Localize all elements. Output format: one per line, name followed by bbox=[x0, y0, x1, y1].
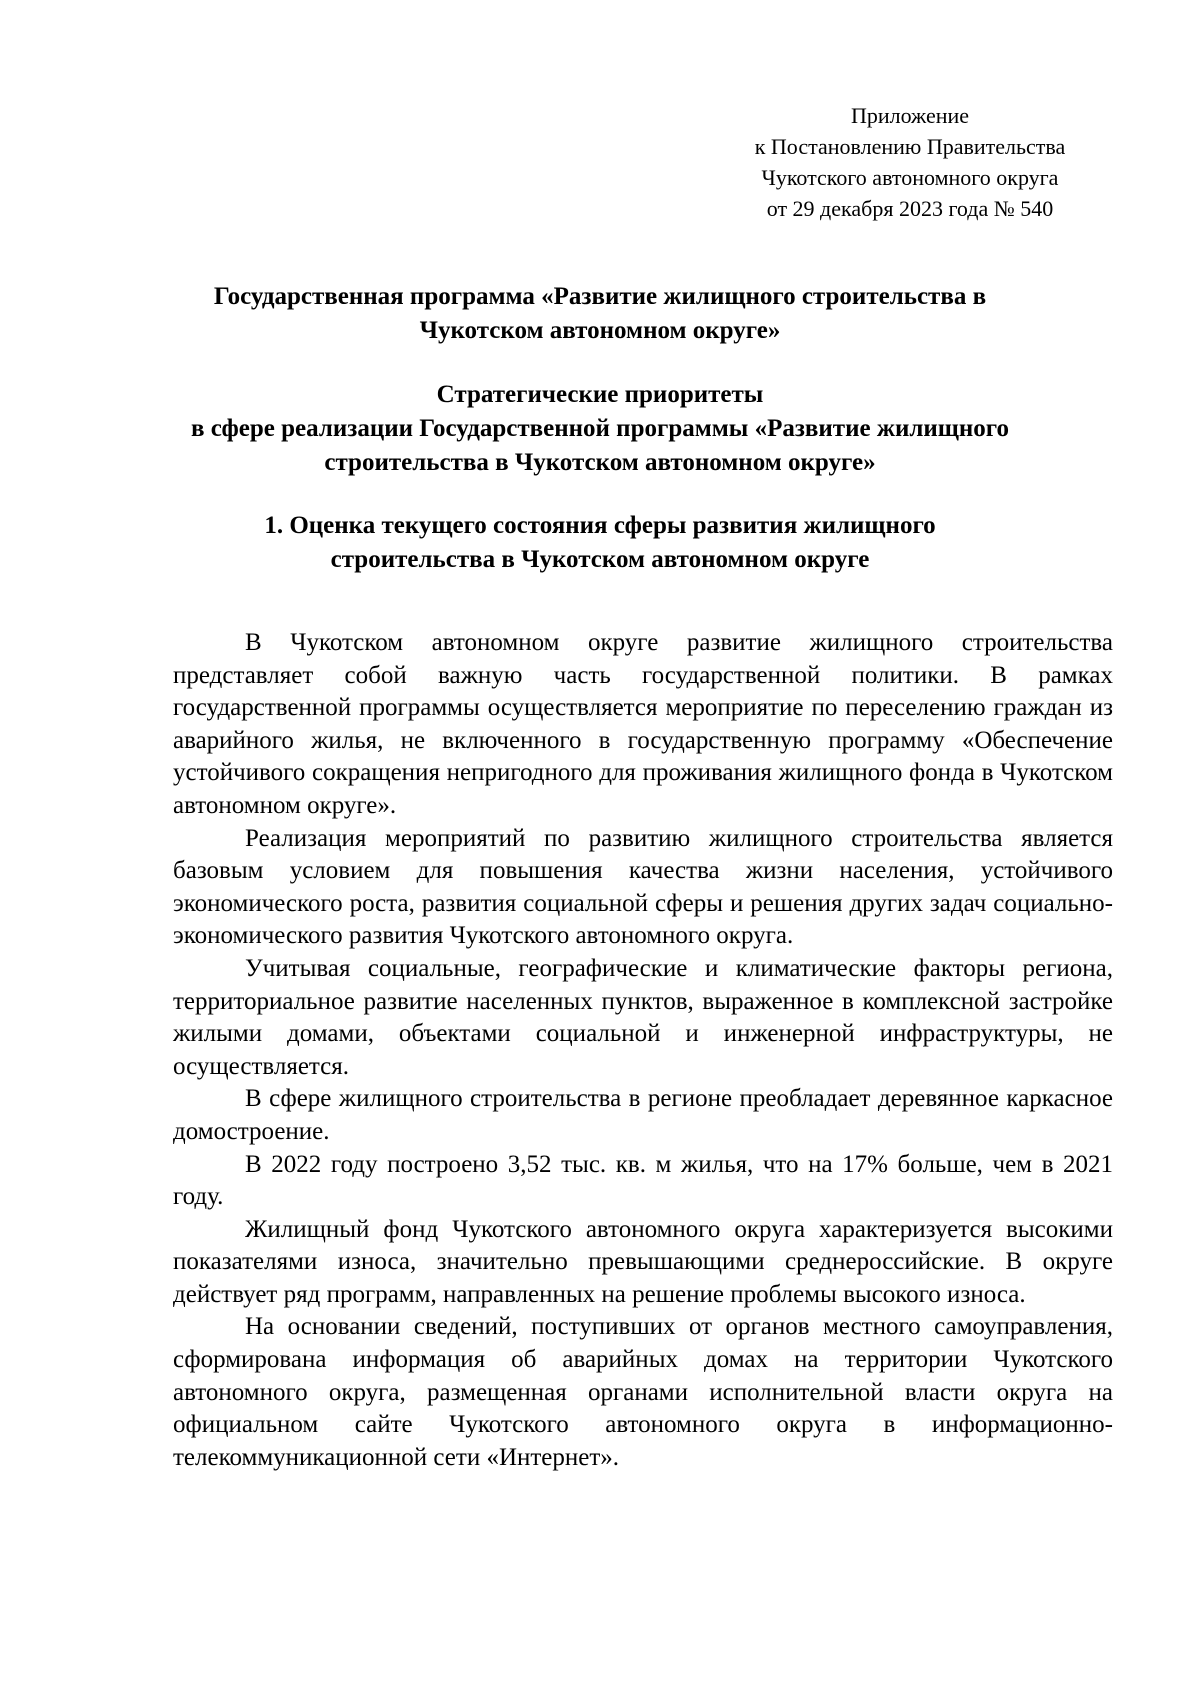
appendix-line: Чукотского автономного округа bbox=[761, 165, 1059, 190]
paragraph: Жилищный фонд Чукотского автономного округа характеризуется высокими показателями износа, значительно превышающими среднероссийские. В округе действует ряд программ, направленных на решение проблемы высокого износа. bbox=[173, 1215, 1113, 1308]
body-text bbox=[173, 627, 1113, 1474]
appendix-line: от 29 декабря 2023 года № 540 bbox=[766, 196, 1054, 221]
priorities-title-line: Стратегические приоритеты bbox=[436, 381, 764, 408]
program-title bbox=[140, 280, 1060, 348]
priorities-title-line: в сфере реализации Государственной программы «Развитие жилищного bbox=[190, 415, 1010, 442]
section-title-line: строительства в Чукотском автономном округе bbox=[330, 546, 870, 573]
appendix-line: к Постановлению Правительства bbox=[754, 134, 1066, 159]
program-title-line: Государственная программа «Развитие жилищного строительства в bbox=[213, 283, 987, 310]
priorities-title bbox=[140, 378, 1060, 480]
appendix-block bbox=[735, 100, 1085, 224]
paragraph: В сфере жилищного строительства в регионе преобладает деревянное каркасное домостроение. bbox=[173, 1085, 1113, 1145]
paragraph: Реализация мероприятий по развитию жилищного строительства является базовым условием для повышения качества жизни населения, устойчивого экономического роста, развития социальной сферы и решения других задач социально-экономического развития Чукотского автономного округа. bbox=[173, 824, 1113, 950]
paragraph: В 2022 году построено 3,52 тыс. кв. м жилья, что на 17% больше, чем в 2021 году. bbox=[173, 1150, 1113, 1211]
section-title-line: 1. Оценка текущего состояния сферы развития жилищного bbox=[264, 512, 936, 539]
appendix-line: Приложение bbox=[850, 103, 970, 128]
section-title bbox=[140, 509, 1060, 577]
paragraph: В Чукотском автономном округе развитие жилищного строительства представляет собой важную часть государственной политики. В рамках государственной программы осуществляется мероприятие по переселению граждан из аварийного жилья, не включенного в государственную программу «Обеспечение устойчивого сокращения непригодного для проживания жилищного фонда в Чукотском автономном округе». bbox=[173, 629, 1113, 819]
priorities-title-line: строительства в Чукотском автономном округе» bbox=[324, 449, 876, 476]
paragraph: На основании сведений, поступивших от органов местного самоуправления, сформирована информация об аварийных домах на территории Чукотского автономного округа, размещенная органами исполнительной власти округа на официальном сайте Чукотского автономного округа в информационно-телекоммуникационной сети «Интернет». bbox=[173, 1313, 1113, 1471]
program-title-line: Чукотском автономном округе» bbox=[419, 317, 781, 344]
paragraph: Учитывая социальные, географические и климатические факторы региона, территориальное развитие населенных пунктов, выраженное в комплексной застройке жилыми домами, объектами социальной и инженерной инфраструктуры, не осуществляется. bbox=[173, 954, 1113, 1080]
